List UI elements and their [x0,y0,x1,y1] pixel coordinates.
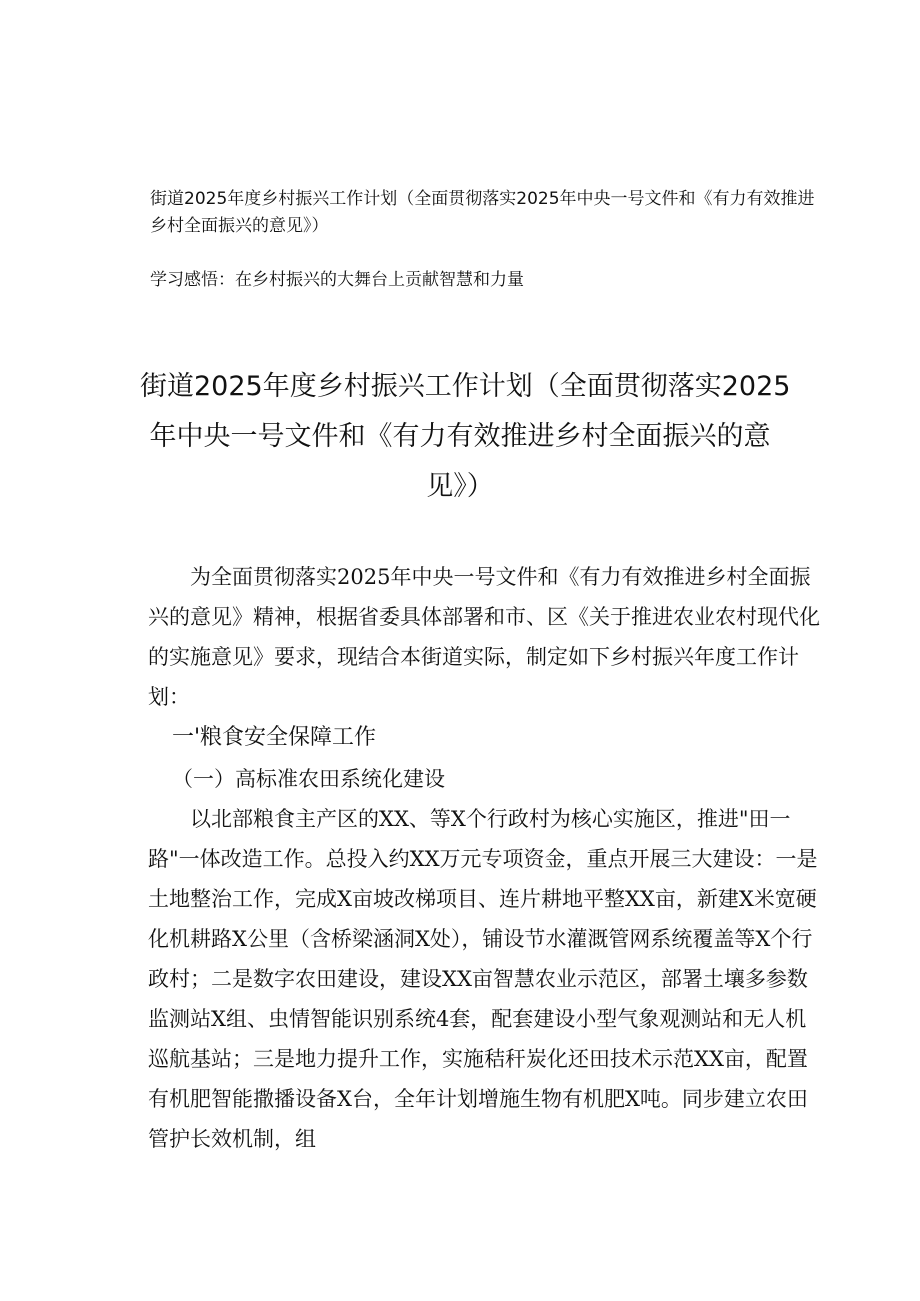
body-paragraph: 以北部粮食主产区的XX、等X个行政村为核心实施区，推进"田一路"一体改造工作。总投入约XX万元专项资金，重点开展三大建设：一是土地整治工作，完成X亩坡改梯项目、连片耕地平整XX亩，新建X米宽硬化机耕路X公里（含桥梁涵洞X处），铺设节水灌溉管网系统覆盖等X个行政村；二是数字农田建设，建设XX亩智慧农业示范区，部署土壤多参数监测站X组、虫情智能识别系统4套，配套建设小型气象观测站和无人机巡航基站；三是地力提升工作，实施秸秆炭化还田技术示范XX亩，配置有机肥智能撒播设备X台，全年计划增施生物有机肥X吨。同步建立农田管护长效机制，组 [148,807,818,1151]
title-line-2: 年中央一号文件和《有力有效推进乡村全面振兴的意 [149,421,771,452]
title-line-1: 街道2025年度乡村振兴工作计划（全面贯彻落实2025 [140,371,791,402]
document-body [148,557,820,1159]
intro-paragraph: 为全面贯彻落实2025年中央一号文件和《有力有效推进乡村全面振兴的意见》精神，根据省委具体部署和市、区《关于推进农业农村现代化的实施意见》要求，现结合本街道实际，制定如下乡村振兴年度工作计划： [148,565,820,709]
document-title [140,362,791,512]
table-of-contents [150,186,830,294]
section-heading: 一'粮食安全保障工作 [172,725,377,750]
subsection-heading: （一）高标准农田系统化建设 [172,767,445,791]
title-line-3: 见》） [426,471,494,502]
toc-item-reflection[interactable]: 学习感悟：在乡村振兴的大舞台上贡献智慧和力量 [150,270,524,290]
toc-item-plan[interactable]: 街道2025年度乡村振兴工作计划（全面贯彻落实2025年中央一号文件和《有力有效推进乡村全面振兴的意见》） [150,189,815,236]
